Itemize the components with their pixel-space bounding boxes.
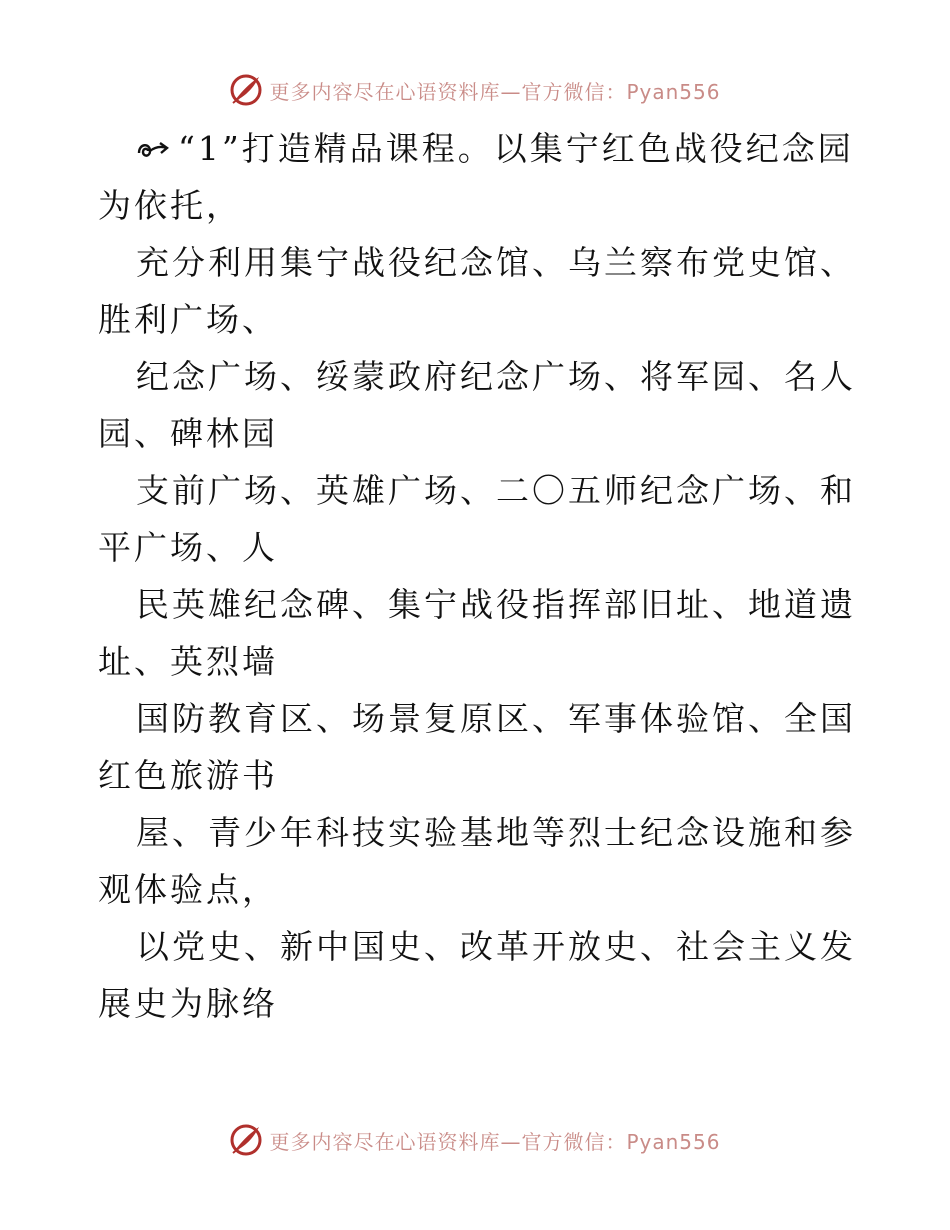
paragraph-8: 以党史、新中国史、改革开放史、社会主义发展史为脉络 [98, 927, 856, 1023]
paragraph-3: 纪念广场、绥蒙政府纪念广场、将军园、名人园、碑林园 [98, 357, 856, 453]
document-body [98, 120, 858, 1032]
quill-pen-logo-icon [229, 1123, 263, 1157]
paragraph-4: 支前广场、英雄广场、二〇五师纪念广场、和平广场、人 [98, 471, 856, 567]
footer-banner [0, 1120, 950, 1160]
paragraph-1 [98, 120, 858, 234]
header-banner-text: 更多内容尽在心语资料库—官方微信：Pyan556 [269, 79, 721, 104]
paragraph-5: 民英雄纪念碑、集宁战役指挥部旧址、地道遗址、英烈墙 [98, 585, 856, 681]
header-banner [0, 70, 950, 110]
quill-pen-logo-icon [229, 73, 263, 107]
paragraph-6: 国防教育区、场景复原区、军事体验馆、全国红色旅游书 [98, 699, 856, 795]
paragraph-7: 屋、青少年科技实验基地等烈士纪念设施和参观体验点， [98, 813, 856, 909]
paragraph-2: 充分利用集宁战役纪念馆、乌兰察布党史馆、胜利广场、 [98, 243, 856, 339]
paragraph-1-text: “1”打造精品课程。以集宁红色战役纪念园为依托， [98, 129, 854, 225]
curl-ornament-icon [136, 137, 170, 163]
footer-banner-text: 更多内容尽在心语资料库—官方微信：Pyan556 [269, 1129, 721, 1154]
